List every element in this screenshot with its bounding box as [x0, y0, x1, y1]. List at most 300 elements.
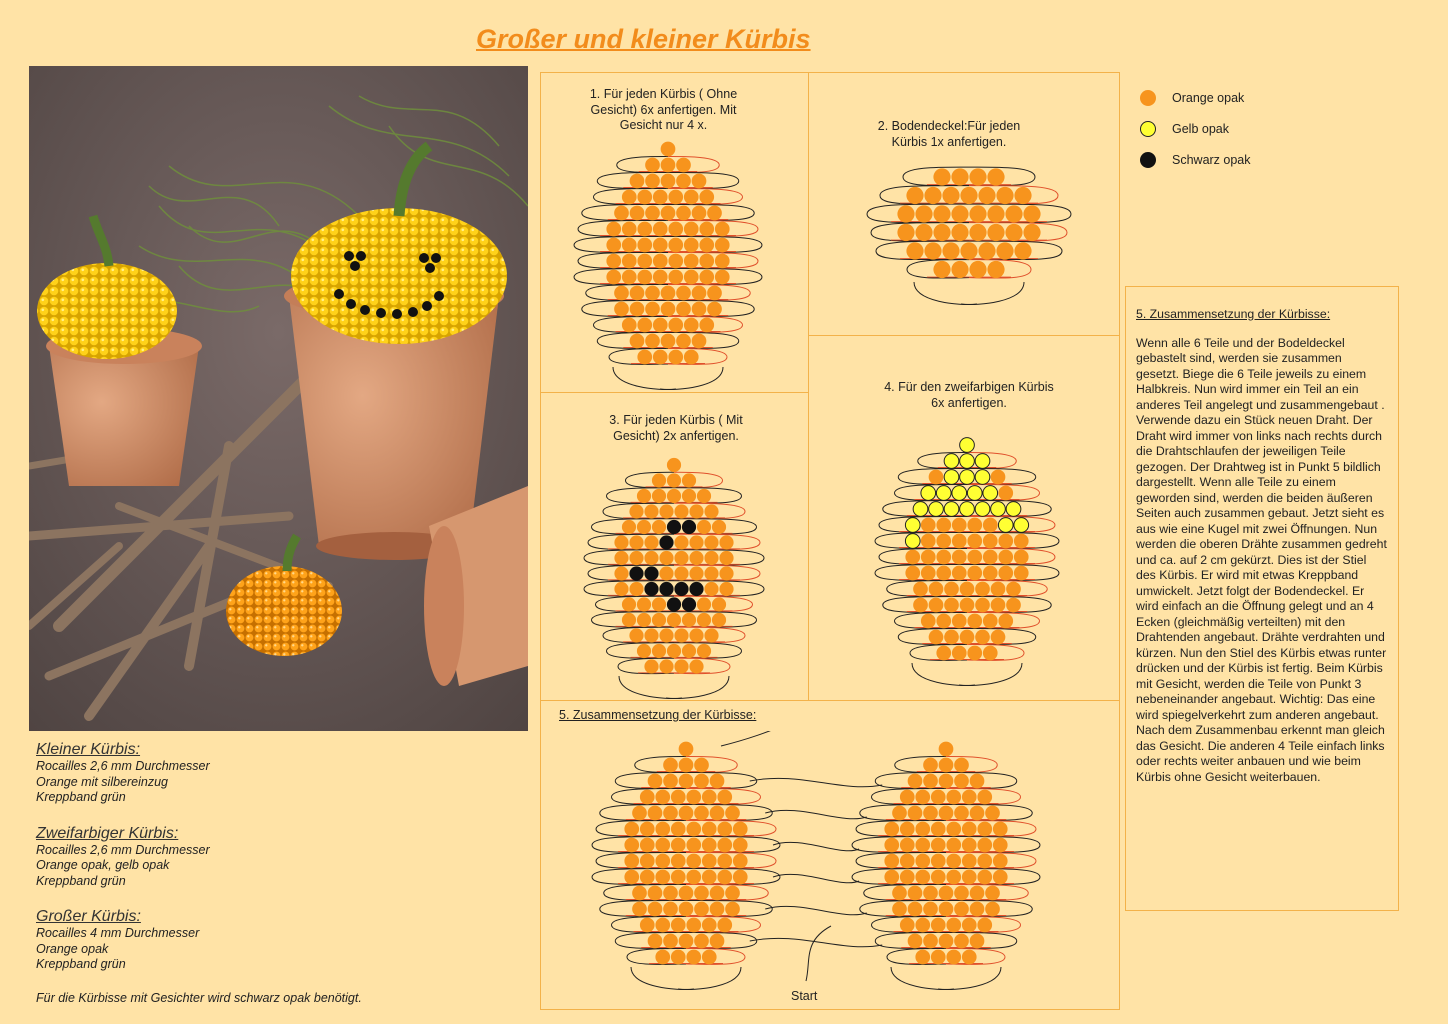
bead	[733, 822, 748, 837]
assembly-text: Wenn alle 6 Teile und der Bodeldeckel gebastelt sind, werden sie zusammen gesetzt. Biege die 6 Teile jeweils zu einem Halbkreis. Nun wird immer ein Teil an ein anderes Teil angelegt und zusammengebaut . Verwende dazu ein Stück neuen Draht. Der Draht wird immer von links nach rechts durch die Drahtschlaufen der jeweiligen Teile gezogen. Der Drahtweg ist in Punkt 5 bildlich dargestellt. Wenn alle Teile zu einem geworden sind, werden die beiden äußeren Seiten auch zusammen gebaut. Jetzt sieht es aus wie eine Kugel mit zwei Öffnungen. Nun werden die oberen Drähte zusammen gedreht und ca. auf 2 cm gekürzt. Dies ist der Stiel des Kürbis. Er wird mit etwas Kreppband umwickelt. Jetzt folgt der Bodendeckel. Er wird einfach an die Öffnung gelegt und an 4 Ecken (gleichmäßig verteilten) mit den Drahtenden angebaut. Drähte verdrahten und kürzen. Nun den Stiel des Kürbis etwas runter drücken und der Kürbis ist fertig. Beim Kürbis mit Gesicht, werden die Teile von Punkt 3 nebeneinander angebaut. Wichtig: Das eine wird spiegelverkehrt zum anderen angebaut. Nach dem Zusammenbau erkennt man gleich das Gesicht. Die anderen 4 Teile einfach links oder rechts weiter anbauen und wie beim Kürbis ohne Gesicht weiterbauen.	[1136, 335, 1387, 784]
bead	[715, 270, 730, 285]
bead	[933, 205, 950, 222]
bead	[663, 902, 678, 917]
bead	[921, 534, 936, 549]
wire-connection	[806, 926, 831, 981]
bead	[699, 270, 714, 285]
bead	[939, 934, 954, 949]
bead	[652, 473, 666, 487]
materials-line: Rocailles 4 mm Durchmesser	[36, 926, 200, 940]
wire-tail	[891, 967, 954, 989]
bead	[915, 822, 930, 837]
bead	[679, 758, 694, 773]
bead	[637, 613, 651, 627]
bead	[689, 659, 703, 673]
bead	[717, 918, 732, 933]
bead	[637, 190, 652, 205]
bead	[929, 470, 944, 485]
bead	[962, 854, 977, 869]
bead	[694, 758, 709, 773]
bead	[644, 659, 658, 673]
bead	[692, 206, 707, 221]
bead	[702, 838, 717, 853]
bead	[668, 222, 683, 237]
bead	[954, 902, 969, 917]
bead	[717, 822, 732, 837]
bead	[951, 205, 968, 222]
bead	[923, 886, 938, 901]
wire-connection	[765, 906, 867, 914]
bead	[975, 630, 990, 645]
bead	[1014, 187, 1031, 204]
bead	[697, 520, 711, 534]
bead	[652, 597, 666, 611]
bead	[652, 644, 666, 658]
bead	[946, 790, 961, 805]
bead	[962, 918, 977, 933]
bead	[1006, 582, 1021, 597]
bead	[648, 934, 663, 949]
bead	[699, 254, 714, 269]
bead	[614, 566, 628, 580]
bead	[661, 302, 676, 317]
bead	[1014, 242, 1031, 259]
bead	[630, 174, 645, 189]
bead	[645, 286, 660, 301]
bead	[622, 520, 636, 534]
bead	[653, 318, 668, 333]
bead	[915, 224, 932, 241]
bead	[987, 224, 1004, 241]
bead	[975, 582, 990, 597]
bead	[676, 302, 691, 317]
bead	[921, 486, 936, 501]
bead	[712, 613, 726, 627]
bead	[900, 854, 915, 869]
bead	[985, 902, 1000, 917]
bead	[987, 168, 1004, 185]
bead	[924, 242, 941, 259]
bead	[684, 318, 699, 333]
bead	[663, 758, 678, 773]
twocolor-pattern	[809, 431, 1121, 691]
bead	[977, 854, 992, 869]
bead	[908, 886, 923, 901]
bead	[644, 504, 658, 518]
bead	[630, 302, 645, 317]
bead	[667, 597, 681, 611]
bead	[652, 489, 666, 503]
bead	[629, 566, 643, 580]
bead	[704, 535, 718, 549]
bead	[936, 646, 951, 661]
bead	[667, 644, 681, 658]
bead	[977, 838, 992, 853]
bead	[905, 534, 920, 549]
bead	[991, 630, 1006, 645]
bead	[944, 582, 959, 597]
bead	[640, 838, 655, 853]
bead	[725, 806, 740, 821]
bead	[622, 238, 637, 253]
bead	[667, 473, 681, 487]
wire-loop	[895, 756, 946, 772]
bead	[967, 646, 982, 661]
bead	[655, 870, 670, 885]
bead	[671, 790, 686, 805]
bead	[689, 566, 703, 580]
bead	[710, 774, 725, 789]
wire-tail	[912, 663, 975, 685]
bead	[998, 534, 1013, 549]
materials-line: Rocailles 2,6 mm Durchmesser	[36, 842, 210, 857]
bead	[622, 190, 637, 205]
bead	[921, 518, 936, 533]
bead	[622, 597, 636, 611]
bead	[884, 854, 899, 869]
bead	[1023, 205, 1040, 222]
bead	[936, 566, 951, 581]
bead	[707, 286, 722, 301]
bead	[637, 520, 651, 534]
step3-caption: 3. Für jeden Kürbis ( Mit Gesicht) 2x anfertigen.	[609, 413, 743, 443]
bead	[645, 206, 660, 221]
bead	[967, 550, 982, 565]
bead	[719, 566, 733, 580]
bead	[946, 822, 961, 837]
bead	[684, 350, 699, 365]
wire-connection	[721, 731, 801, 746]
bead	[667, 489, 681, 503]
bead	[944, 598, 959, 613]
bead	[975, 598, 990, 613]
bead	[915, 870, 930, 885]
bead	[715, 254, 730, 269]
wire-loop	[674, 472, 723, 487]
bead	[674, 582, 688, 596]
step5-panel	[540, 700, 1120, 1010]
bead	[684, 254, 699, 269]
bead	[915, 838, 930, 853]
bead	[908, 806, 923, 821]
bead	[936, 486, 951, 501]
bead	[960, 438, 975, 453]
bead	[682, 644, 696, 658]
bead	[655, 918, 670, 933]
bead	[632, 886, 647, 901]
bead	[939, 886, 954, 901]
bead	[699, 318, 714, 333]
bead	[944, 630, 959, 645]
materials-line: Orange mit silbereinzug	[36, 774, 169, 789]
bead	[637, 254, 652, 269]
bead	[969, 224, 986, 241]
segment-pattern	[541, 133, 810, 393]
bead	[998, 518, 1013, 533]
legend-label: Gelb opak	[1172, 121, 1229, 136]
bead	[614, 582, 628, 596]
bead	[622, 318, 637, 333]
bead	[692, 174, 707, 189]
bead	[671, 854, 686, 869]
bead	[702, 918, 717, 933]
materials-title: Kleiner Kürbis:	[36, 741, 141, 758]
bead	[702, 950, 717, 965]
bead	[661, 174, 676, 189]
bead	[977, 918, 992, 933]
bead	[648, 774, 663, 789]
bead	[733, 854, 748, 869]
bead	[952, 486, 967, 501]
materials-line: Orange opak	[36, 941, 109, 956]
bead	[719, 551, 733, 565]
bead	[659, 659, 673, 673]
bead	[946, 854, 961, 869]
bead	[884, 822, 899, 837]
step1-caption: 1. Für jeden Kürbis ( Ohne Gesicht) 6x anfertigen. Mit Gesicht nur 4 x.	[589, 87, 738, 132]
bead	[908, 774, 923, 789]
bead	[983, 534, 998, 549]
bead	[653, 222, 668, 237]
bead	[712, 520, 726, 534]
wire-tail	[666, 676, 729, 698]
materials-twocolor-pumpkin	[36, 824, 516, 890]
bead	[942, 242, 959, 259]
wire-connection	[750, 938, 883, 946]
bead	[960, 470, 975, 485]
bead	[967, 566, 982, 581]
bead	[983, 566, 998, 581]
lid-pattern	[809, 161, 1121, 311]
bead	[929, 630, 944, 645]
bead	[689, 582, 703, 596]
bead	[614, 535, 628, 549]
bead	[697, 489, 711, 503]
bead	[637, 597, 651, 611]
bead	[1014, 534, 1029, 549]
bead	[689, 535, 703, 549]
bead	[923, 774, 938, 789]
bead	[931, 822, 946, 837]
bead	[993, 854, 1008, 869]
bead	[637, 644, 651, 658]
bead	[674, 628, 688, 642]
bead	[942, 187, 959, 204]
bead	[637, 350, 652, 365]
bead	[667, 520, 681, 534]
bead	[692, 302, 707, 317]
bead	[667, 613, 681, 627]
bead	[1023, 224, 1040, 241]
bead	[967, 518, 982, 533]
bead	[913, 598, 928, 613]
bead	[644, 628, 658, 642]
bead	[640, 870, 655, 885]
materials-title: Großer Kürbis:	[36, 908, 141, 925]
bead	[960, 242, 977, 259]
bead	[632, 806, 647, 821]
bead	[668, 254, 683, 269]
bead	[674, 535, 688, 549]
bead	[640, 918, 655, 933]
bead	[704, 551, 718, 565]
bead	[704, 566, 718, 580]
bead	[952, 566, 967, 581]
bead	[655, 854, 670, 869]
materials-line: Kreppband grün	[36, 957, 126, 971]
bead	[913, 582, 928, 597]
bead	[900, 918, 915, 933]
wire-tail	[631, 967, 694, 989]
bead	[679, 934, 694, 949]
bead	[676, 286, 691, 301]
bead	[991, 502, 1006, 517]
bead	[960, 582, 975, 597]
step1-panel	[540, 72, 809, 393]
bead	[991, 470, 1006, 485]
bead	[684, 270, 699, 285]
bead	[951, 261, 968, 278]
bead	[905, 550, 920, 565]
bead	[939, 758, 954, 773]
legend-item-orange	[1140, 82, 1251, 113]
step5-caption: 5. Zusammensetzung der Kürbisse:	[559, 708, 757, 722]
bead	[1005, 224, 1022, 241]
bead	[659, 535, 673, 549]
step2-panel	[808, 72, 1120, 336]
bead	[668, 270, 683, 285]
bead	[655, 790, 670, 805]
bead	[630, 286, 645, 301]
bead	[952, 534, 967, 549]
bead	[637, 238, 652, 253]
wire-tail	[961, 282, 1024, 304]
bead	[970, 886, 985, 901]
bead	[900, 790, 915, 805]
bead	[686, 854, 701, 869]
bead	[622, 613, 636, 627]
bead	[682, 597, 696, 611]
bead	[661, 286, 676, 301]
bead	[923, 902, 938, 917]
bead	[915, 950, 930, 965]
bead	[686, 918, 701, 933]
bead	[900, 822, 915, 837]
bead	[719, 535, 733, 549]
bead	[951, 168, 968, 185]
materials-big-pumpkin	[36, 907, 516, 973]
bead	[632, 902, 647, 917]
bead	[679, 774, 694, 789]
face-pattern	[541, 451, 810, 701]
bead	[644, 551, 658, 565]
bead	[936, 614, 951, 629]
wire-loop	[626, 472, 675, 487]
bead	[694, 886, 709, 901]
bead	[676, 158, 691, 173]
bead	[969, 261, 986, 278]
bead	[921, 566, 936, 581]
bead	[983, 646, 998, 661]
bead	[686, 822, 701, 837]
bead	[954, 774, 969, 789]
bead	[629, 551, 643, 565]
bead	[653, 254, 668, 269]
bead	[977, 822, 992, 837]
bead	[733, 838, 748, 853]
bead	[931, 854, 946, 869]
bead	[699, 238, 714, 253]
bead	[1005, 205, 1022, 222]
bead	[686, 870, 701, 885]
bead	[674, 551, 688, 565]
pumpkin-photo	[29, 66, 528, 731]
bead	[630, 334, 645, 349]
bead	[962, 822, 977, 837]
bead	[648, 886, 663, 901]
assembly-instructions	[1125, 286, 1399, 911]
bead	[629, 535, 643, 549]
materials-line: Kreppband grün	[36, 873, 126, 888]
bead	[614, 551, 628, 565]
bead	[906, 242, 923, 259]
bead	[682, 489, 696, 503]
bead	[944, 454, 959, 469]
bead	[921, 550, 936, 565]
bead	[707, 206, 722, 221]
orange-bead-icon	[1140, 90, 1156, 106]
bead	[699, 222, 714, 237]
bead	[676, 174, 691, 189]
bead	[668, 350, 683, 365]
bead	[712, 597, 726, 611]
bead	[900, 870, 915, 885]
bead	[671, 870, 686, 885]
bead	[1006, 598, 1021, 613]
bead	[987, 261, 1004, 278]
bead	[645, 334, 660, 349]
bead	[929, 502, 944, 517]
bead	[637, 270, 652, 285]
bead	[614, 286, 629, 301]
bead	[933, 168, 950, 185]
bead	[929, 582, 944, 597]
bead	[645, 174, 660, 189]
bead	[629, 628, 643, 642]
bead	[674, 566, 688, 580]
bead	[653, 350, 668, 365]
bead	[676, 334, 691, 349]
wire-connection	[765, 810, 867, 818]
bead	[954, 934, 969, 949]
bead	[985, 806, 1000, 821]
bead	[663, 774, 678, 789]
bead	[644, 566, 658, 580]
bead	[679, 886, 694, 901]
bead	[715, 222, 730, 237]
bead	[923, 806, 938, 821]
bead	[960, 454, 975, 469]
bead	[929, 598, 944, 613]
bead	[944, 502, 959, 517]
bead	[905, 518, 920, 533]
bead	[908, 934, 923, 949]
bead	[931, 918, 946, 933]
bead	[962, 950, 977, 965]
bead	[936, 518, 951, 533]
bead	[725, 886, 740, 901]
bead	[606, 238, 621, 253]
